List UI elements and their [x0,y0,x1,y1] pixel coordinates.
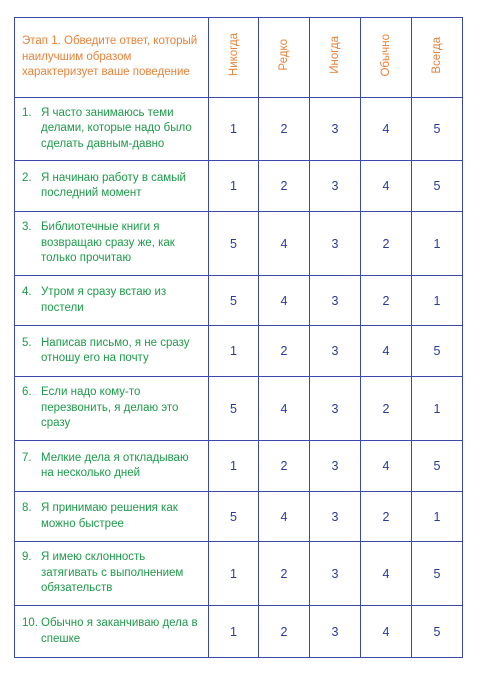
score-option[interactable]: 3 [310,606,361,658]
score-option[interactable]: 2 [259,326,310,377]
column-label: Иногда [329,36,341,74]
score-option[interactable]: 3 [310,377,361,441]
question-row [15,606,463,658]
question-cell [15,98,209,161]
question-cell [15,441,209,492]
score-option[interactable]: 5 [209,212,259,276]
score-option[interactable]: 1 [209,606,259,658]
question-text: Я имею склонность затягивать с выполнением обязательств [41,551,184,595]
question-number: 4. [22,286,32,298]
score-option[interactable]: 4 [259,377,310,441]
score-option[interactable]: 4 [361,98,412,161]
score-option[interactable]: 3 [310,542,361,606]
score-option[interactable]: 3 [310,441,361,492]
question-row [15,492,463,542]
column-always [412,18,463,98]
score-option[interactable]: 5 [412,98,463,161]
question-text: Я часто занимаюсь теми делами, которые надо было сделать давным-давно [41,106,192,150]
score-option[interactable]: 5 [412,441,463,492]
score-option[interactable]: 4 [361,606,412,658]
column-rarely [259,18,310,98]
score-option[interactable]: 1 [412,492,463,542]
score-option[interactable]: 1 [209,326,259,377]
question-number: 1. [22,106,32,119]
question-text: Мелкие дела я откладываю на несколько дней [41,451,189,479]
score-option[interactable]: 3 [310,161,361,212]
question-text: Если надо кому-то перезвонить, я делаю это сразу [41,386,179,430]
score-option[interactable]: 3 [310,98,361,161]
score-option[interactable]: 2 [259,98,310,161]
question-text: Я начинаю работу в самый последний момент [41,171,186,199]
score-option[interactable]: 2 [259,542,310,606]
score-option[interactable]: 4 [361,326,412,377]
score-option[interactable]: 2 [259,441,310,492]
question-rows [15,98,463,658]
score-option[interactable]: 1 [209,441,259,492]
score-option[interactable]: 5 [412,161,463,212]
column-label: Редко [278,39,290,71]
score-option[interactable]: 2 [361,276,412,326]
question-row [15,326,463,377]
score-option[interactable]: 3 [310,492,361,542]
score-option[interactable]: 5 [412,606,463,658]
score-option[interactable]: 4 [259,276,310,326]
question-cell [15,212,209,276]
score-option[interactable]: 3 [310,212,361,276]
question-number: 5. [22,336,32,349]
score-option[interactable]: 2 [361,377,412,441]
question-text: Я принимаю решения как можно быстрее [41,502,178,530]
score-option[interactable]: 2 [361,212,412,276]
score-option[interactable]: 1 [412,276,463,326]
column-never [209,18,259,98]
question-row [15,98,463,161]
question-row [15,276,463,326]
question-number: 8. [22,502,32,514]
question-text: Обычно я заканчиваю дела в спешке [41,617,198,645]
question-number: 7. [22,451,32,464]
score-option[interactable]: 1 [412,377,463,441]
column-label: Никогда [227,33,240,77]
score-option[interactable]: 2 [361,492,412,542]
survey-table [14,17,463,658]
score-option[interactable]: 5 [412,542,463,606]
column-usually [361,18,412,98]
score-option[interactable]: 4 [259,212,310,276]
score-option[interactable]: 1 [209,98,259,161]
score-option[interactable]: 4 [361,161,412,212]
score-option[interactable]: 2 [259,606,310,658]
header-row [15,18,463,98]
score-option[interactable]: 2 [259,161,310,212]
question-number: 2. [22,171,32,184]
question-number: 9. [22,551,32,564]
question-cell [15,161,209,212]
column-sometimes [310,18,361,98]
question-row [15,441,463,492]
score-option[interactable]: 1 [412,212,463,276]
score-option[interactable]: 4 [361,542,412,606]
question-cell [15,326,209,377]
score-option[interactable]: 5 [209,276,259,326]
column-label: Всегда [431,36,443,74]
question-cell [15,377,209,441]
question-row [15,212,463,276]
question-cell [15,276,209,326]
score-option[interactable]: 5 [209,377,259,441]
score-option[interactable]: 5 [412,326,463,377]
score-option[interactable]: 5 [209,492,259,542]
column-label: Обычно [380,33,392,77]
score-option[interactable]: 1 [209,161,259,212]
question-number: 10. [22,617,38,629]
score-option[interactable]: 3 [310,276,361,326]
score-option[interactable]: 1 [209,542,259,606]
question-row [15,542,463,606]
score-option[interactable]: 4 [361,441,412,492]
question-row [15,377,463,441]
instruction-text: Этап 1. Обведите ответ, который наилучшим образом характеризует ваше поведение [15,18,209,98]
question-text: Утром я сразу встаю из постели [41,286,167,314]
question-row [15,161,463,212]
question-text: Написав письмо, я не сразу отношу его на почту [41,336,190,364]
question-cell [15,542,209,606]
question-number: 3. [22,221,32,234]
question-cell [15,492,209,542]
question-number: 6. [22,386,32,399]
score-option[interactable]: 4 [259,492,310,542]
question-cell [15,606,209,658]
question-text: Библиотечные книги я возвращаю сразу же, как только прочитаю [41,221,175,265]
score-option[interactable]: 3 [310,326,361,377]
